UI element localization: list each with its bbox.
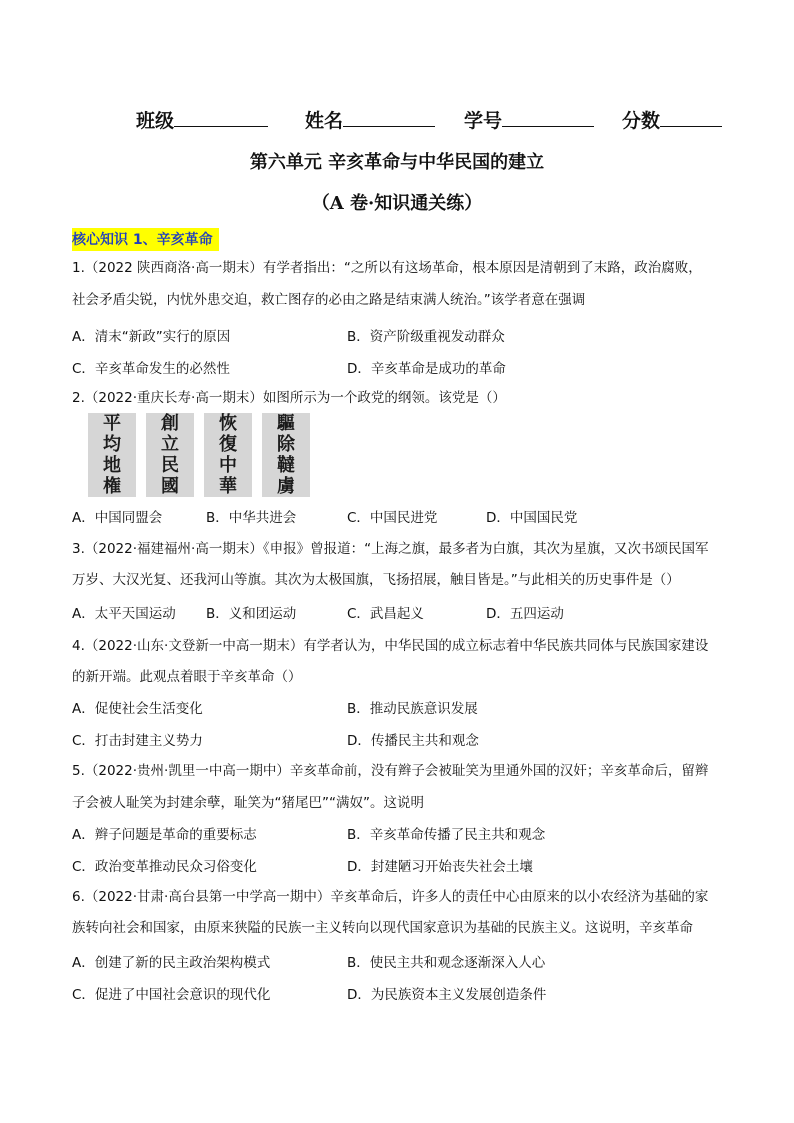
q3-option-a[interactable]: A．太平天国运动: [72, 606, 176, 622]
image-column-2: 創 立 民 國: [146, 413, 194, 497]
score-label: 分数: [622, 106, 722, 133]
q5-option-a[interactable]: A．辫子问题是革命的重要标志: [72, 827, 257, 843]
q5-option-c[interactable]: C．政治变革推动民众习俗变化: [72, 859, 257, 875]
question-5-line-2: 子会被人耻笑为封建余孽，耻笑为“猪尾巴”“满奴”。这说明: [72, 795, 424, 811]
q3-option-b[interactable]: B．义和团运动: [206, 606, 297, 622]
q4-option-b[interactable]: B．推动民族意识发展: [347, 701, 478, 717]
question-6-line-1: 6.（2022·甘肃·高台县第一中学高一期中）辛亥革命后，许多人的责任中心由原来的以小农经济为基础的家: [72, 889, 709, 905]
id-blank[interactable]: [502, 108, 594, 127]
q1-option-c[interactable]: C．辛亥革命发生的必然性: [72, 361, 230, 377]
name-label: 姓名: [305, 106, 435, 133]
q2-option-d[interactable]: D．中国国民党: [486, 510, 578, 526]
q2-option-b[interactable]: B．中华共进会: [206, 510, 297, 526]
image-column-3: 恢 復 中 華: [204, 413, 252, 497]
q2-option-a[interactable]: A．中国同盟会: [72, 510, 163, 526]
q4-option-a[interactable]: A．促使社会生活变化: [72, 701, 203, 717]
image-column-4: 驅 除 韃 虜: [262, 413, 310, 497]
unit-subtitle: （A 卷·知识通关练）: [311, 193, 483, 214]
unit-title: 第六单元 辛亥革命与中华民国的建立: [249, 152, 545, 173]
q6-option-a[interactable]: A．创建了新的民主政治架构模式: [72, 955, 271, 971]
q4-option-d[interactable]: D．传播民主共和观念: [347, 733, 479, 749]
score-blank[interactable]: [660, 108, 722, 127]
q6-option-b[interactable]: B．使民主共和观念逐渐深入人心: [347, 955, 546, 971]
q5-option-d[interactable]: D．封建陋习开始丧失社会土壤: [347, 859, 533, 875]
q2-option-c[interactable]: C．中国民进党: [347, 510, 438, 526]
question-2-line-1: 2.（2022·重庆长寿·高一期末）如图所示为一个政党的纲领。该党是（）: [72, 390, 506, 406]
class-blank[interactable]: [174, 108, 268, 127]
question-3-line-2: 万岁、大汉光复、还我河山等旗。其次为太极国旗，飞扬招展，触目皆是。”与此相关的历史事件是（）: [72, 572, 680, 588]
question-1-line-1: 1.（2022 陕西商洛·高一期末）有学者指出：“之所以有这场革命，根本原因是清朝到了末路，政治腐败，: [72, 260, 702, 276]
q6-option-c[interactable]: C．促进了中国社会意识的现代化: [72, 987, 271, 1003]
image-column-1: 平 均 地 権: [88, 413, 136, 497]
question-4-line-2: 的新开端。此观点着眼于辛亥革命（）: [72, 669, 302, 685]
q4-option-c[interactable]: C．打击封建主义势力: [72, 733, 203, 749]
question-5-line-1: 5.（2022·贵州·凯里一中高一期中）辛亥革命前，没有辫子会被耻笑为里通外国的汉奸；辛亥革命后，留辫: [72, 763, 709, 779]
section-label: 核心知识 1、辛亥革命: [72, 228, 219, 251]
question-6-line-2: 族转向社会和国家，由原来狭隘的民族一主义转向以现代国家意识为基础的民族主义。这说明，辛亥革命: [72, 920, 693, 936]
q6-option-d[interactable]: D．为民族资本主义发展创造条件: [347, 987, 547, 1003]
id-label: 学号: [464, 106, 594, 133]
q1-option-b[interactable]: B．资产阶级重视发动群众: [347, 329, 505, 345]
q1-option-d[interactable]: D．辛亥革命是成功的革命: [347, 361, 506, 377]
q3-option-d[interactable]: D．五四运动: [486, 606, 564, 622]
question-3-line-1: 3.（2022·福建福州·高一期末）《申报》曾报道：“上海之旗，最多者为白旗，其次为星旗，又次书颂民国军: [72, 541, 709, 557]
q3-option-c[interactable]: C．武昌起义: [347, 606, 424, 622]
name-blank[interactable]: [343, 108, 435, 127]
q1-option-a[interactable]: A．清末“新政”实行的原因: [72, 329, 231, 345]
question-4-line-1: 4.（2022·山东·文登新一中高一期末）有学者认为，中华民国的成立标志着中华民族共同体与民族国家建设: [72, 638, 709, 654]
party-program-image: [88, 413, 310, 497]
question-1-line-2: 社会矛盾尖锐，内忧外患交迫，救亡图存的必由之路是结束满人统治。”该学者意在强调: [72, 292, 586, 308]
class-label: 班级: [136, 106, 268, 133]
q5-option-b[interactable]: B．辛亥革命传播了民主共和观念: [347, 827, 546, 843]
